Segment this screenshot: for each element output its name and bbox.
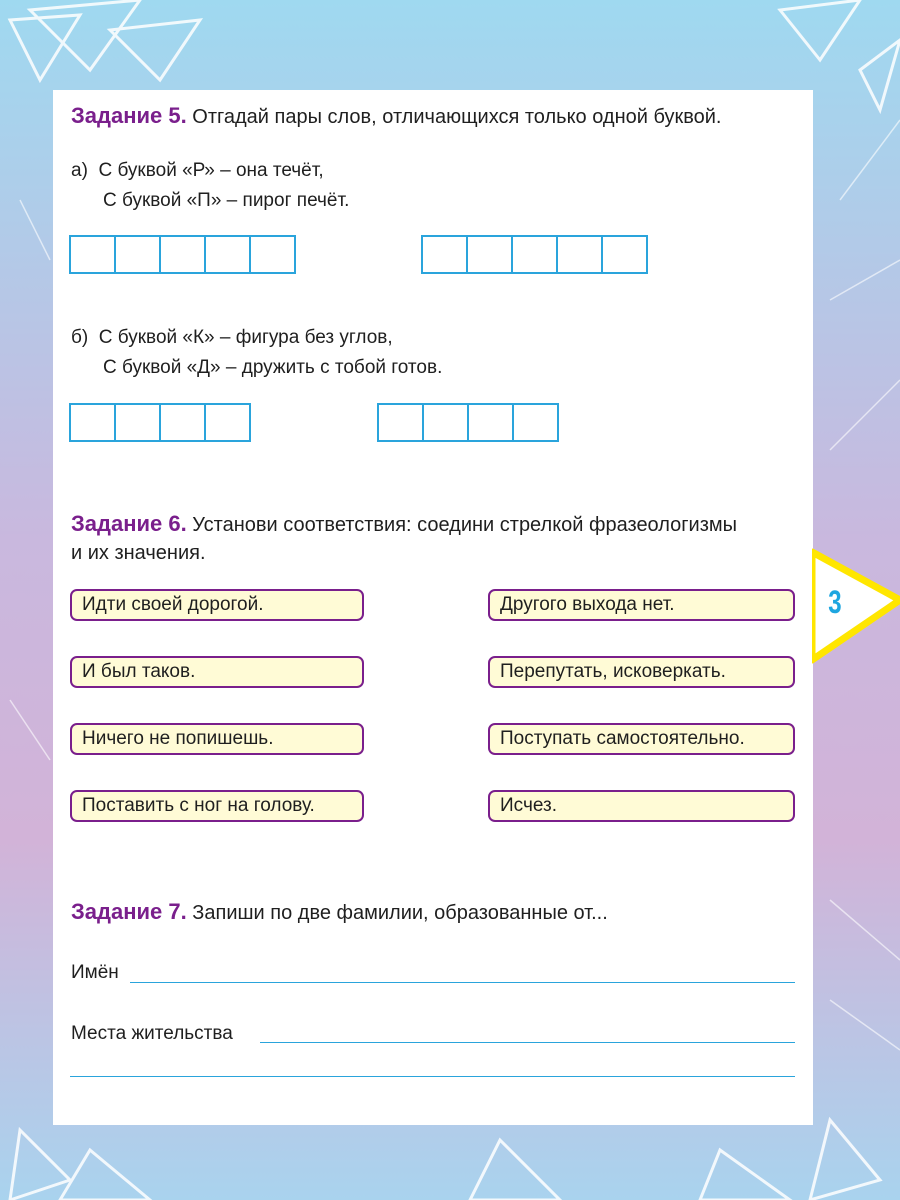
riddle-b-line1: С буквой «К» – фигура без углов,	[98, 327, 393, 348]
riddle-a-line2: С буквой «П» – пирог печёт.	[103, 190, 350, 211]
field-label-residence: Места жительства	[71, 1023, 233, 1044]
answer-boxes-b-left[interactable]	[69, 403, 251, 442]
letter-box[interactable]	[114, 235, 161, 274]
letter-box[interactable]	[601, 235, 648, 274]
task5-title: Задание 5.	[71, 103, 187, 128]
task5-riddle-a	[71, 156, 349, 216]
page-tab	[812, 548, 900, 664]
phrase-card[interactable]: И был таков.	[70, 656, 364, 688]
task5-heading	[71, 102, 722, 131]
riddle-b-line2: С буквой «Д» – дружить с тобой готов.	[103, 357, 443, 378]
letter-box[interactable]	[467, 403, 514, 442]
task7-instruction: Запиши по две фамилии, образованные от...	[192, 902, 608, 924]
letter-box[interactable]	[377, 403, 424, 442]
answer-boxes-a-right[interactable]	[421, 235, 648, 274]
task5-riddle-b	[71, 323, 442, 383]
answer-line-residence[interactable]	[260, 1042, 795, 1043]
letter-box[interactable]	[204, 235, 251, 274]
letter-box[interactable]	[69, 235, 116, 274]
letter-box[interactable]	[114, 403, 161, 442]
phrase-card[interactable]: Поставить с ног на голову.	[70, 790, 364, 822]
riddle-b-marker: б)	[71, 327, 89, 348]
task6-instruction-line2: и их значения.	[71, 542, 206, 564]
meaning-card[interactable]: Исчез.	[488, 790, 795, 822]
riddle-a-line1: С буквой «Р» – она течёт,	[98, 160, 324, 181]
field-label-names: Имён	[71, 962, 119, 983]
task6-heading	[71, 510, 737, 567]
answer-line-extra[interactable]	[70, 1076, 795, 1077]
meaning-card[interactable]: Поступать самостоятельно.	[488, 723, 795, 755]
answer-boxes-a-left[interactable]	[69, 235, 296, 274]
meaning-card[interactable]: Перепутать, исковеркать.	[488, 656, 795, 688]
phrase-card[interactable]: Ничего не попишешь.	[70, 723, 364, 755]
task7-title: Задание 7.	[71, 899, 187, 924]
letter-box[interactable]	[159, 403, 206, 442]
letter-box[interactable]	[422, 403, 469, 442]
page-number: 3	[828, 584, 842, 620]
letter-box[interactable]	[249, 235, 296, 274]
task5-instruction: Отгадай пары слов, отличающихся только одной буквой.	[192, 106, 722, 128]
letter-box[interactable]	[204, 403, 251, 442]
worksheet-page	[53, 90, 813, 1125]
task6-instruction-line1: Установи соответствия: соедини стрелкой фразеологизмы	[192, 514, 738, 536]
letter-box[interactable]	[421, 235, 468, 274]
task6-title: Задание 6.	[71, 511, 187, 536]
meaning-card[interactable]: Другого выхода нет.	[488, 589, 795, 621]
task7-heading	[71, 898, 608, 927]
answer-boxes-b-right[interactable]	[377, 403, 559, 442]
phrase-card[interactable]: Идти своей дорогой.	[70, 589, 364, 621]
letter-box[interactable]	[511, 235, 558, 274]
letter-box[interactable]	[512, 403, 559, 442]
answer-line-names[interactable]	[130, 982, 795, 983]
letter-box[interactable]	[159, 235, 206, 274]
letter-box[interactable]	[556, 235, 603, 274]
riddle-a-marker: а)	[71, 160, 88, 181]
letter-box[interactable]	[466, 235, 513, 274]
letter-box[interactable]	[69, 403, 116, 442]
